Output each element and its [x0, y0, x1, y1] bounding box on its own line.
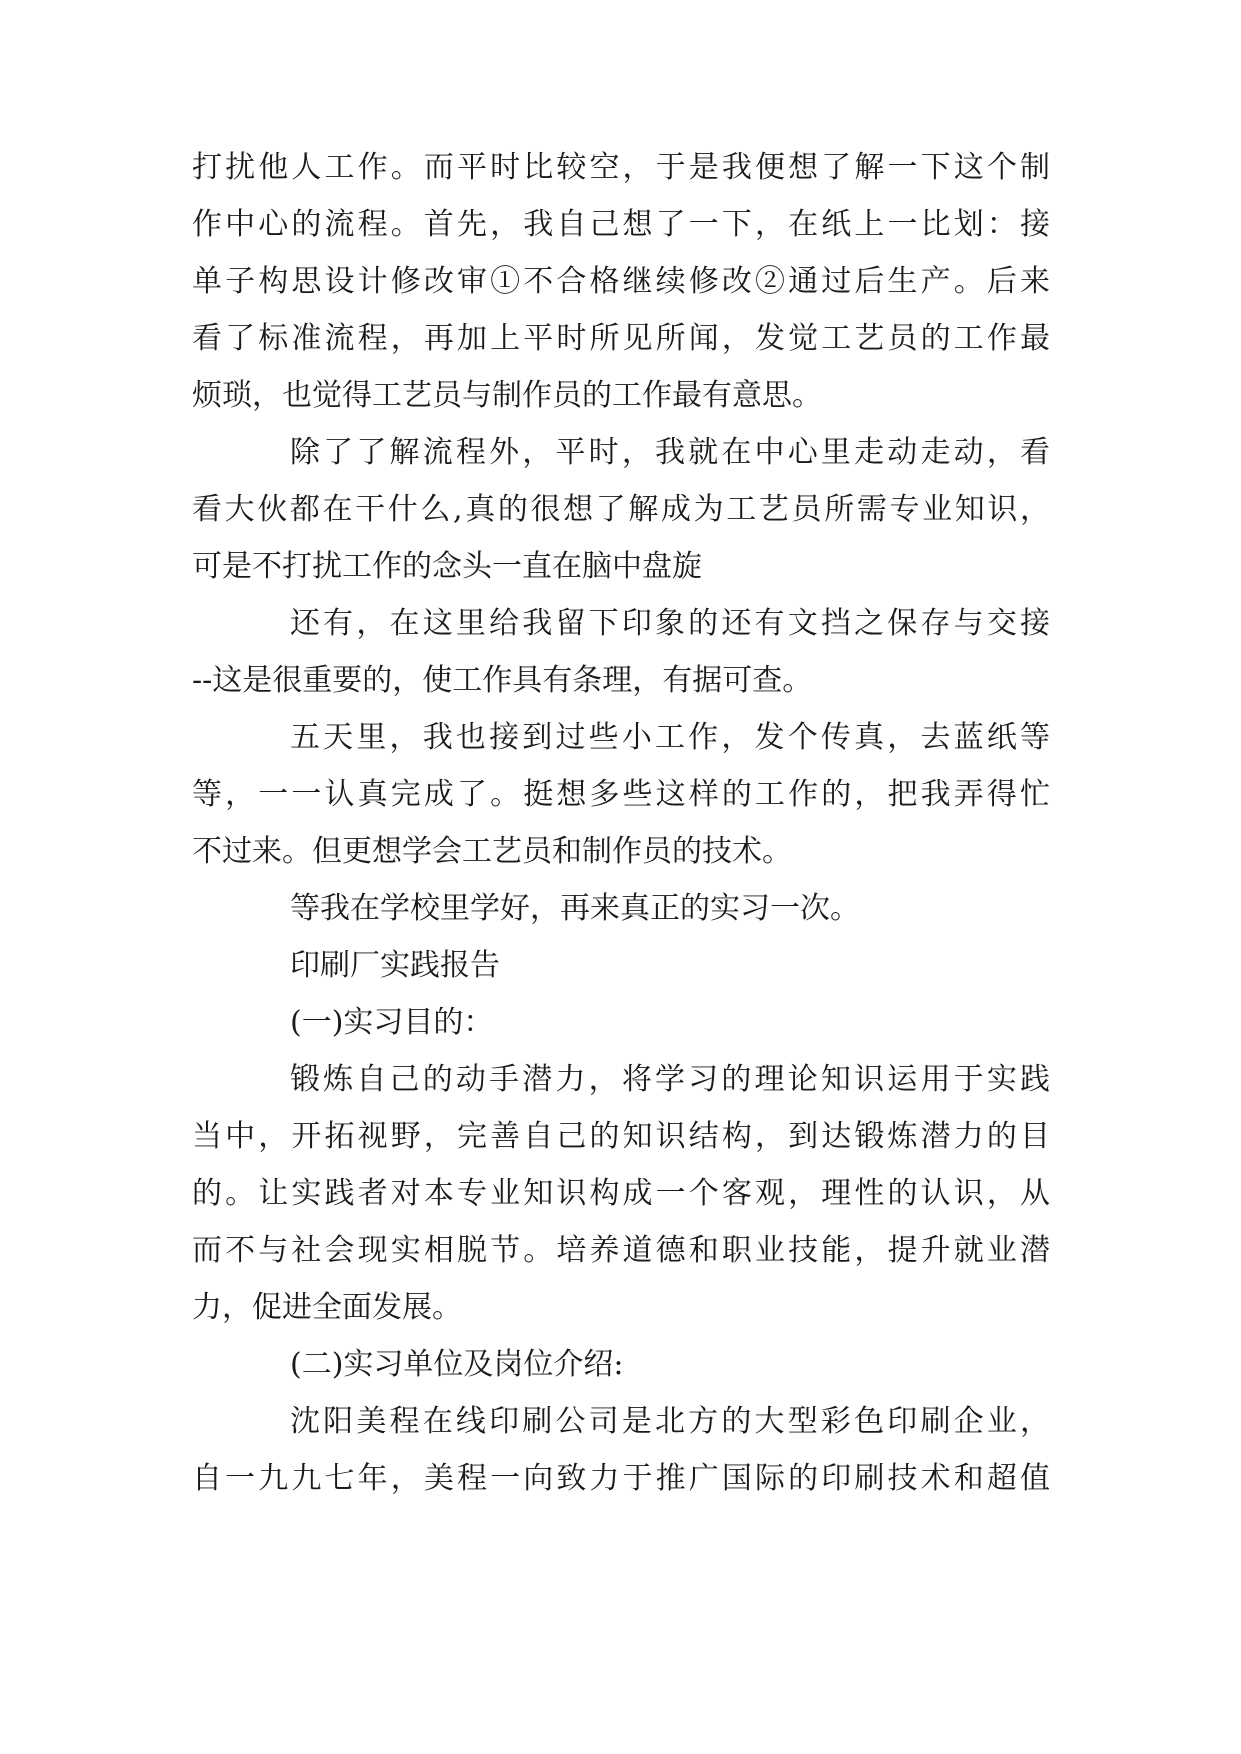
- text-line: 不过来。但更想学会工艺员和制作员的技术。: [192, 834, 792, 869]
- paragraph-first-line: 还有，在这里给我留下印象的还有文挡之保存与交接: [290, 606, 1050, 641]
- text-line: 看大伙都在干什么,真的很想了解成为工艺员所需专业知识，: [192, 492, 1050, 527]
- text-line: 单子构思设计修改审①不合格继续修改②通过后生产。后来: [192, 264, 1050, 299]
- subsection-heading: (二)实习单位及岗位介绍:: [290, 1347, 624, 1382]
- text-line: 烦琐，也觉得工艺员与制作员的工作最有意思。: [192, 378, 822, 413]
- paragraph-first-line: 五天里，我也接到过些小工作，发个传真，去蓝纸等: [290, 720, 1050, 755]
- subsection-heading: (一)实习目的：: [290, 1005, 494, 1040]
- text-line: --这是很重要的，使工作具有条理，有据可查。: [192, 663, 813, 698]
- text-line: 当中，开拓视野，完善自己的知识结构，到达锻炼潜力的目: [192, 1119, 1050, 1154]
- text-line: 可是不打扰工作的念头一直在脑中盘旋: [192, 549, 702, 584]
- paragraph-first-line: 锻炼自己的动手潜力，将学习的理论知识运用于实践: [290, 1062, 1050, 1097]
- text-line: 而不与社会现实相脱节。培养道德和职业技能，提升就业潜: [192, 1233, 1050, 1268]
- paragraph-first-line: 沈阳美程在线印刷公司是北方的大型彩色印刷企业，: [290, 1404, 1050, 1439]
- paragraph-first-line: 等我在学校里学好，再来真正的实习一次。: [290, 891, 860, 926]
- text-line: 作中心的流程。首先，我自己想了一下，在纸上一比划：接: [192, 207, 1050, 242]
- paragraph-first-line: 除了了解流程外，平时，我就在中心里走动走动，看: [290, 435, 1050, 470]
- text-line: 打扰他人工作。而平时比较空，于是我便想了解一下这个制: [192, 150, 1050, 185]
- text-line: 自一九九七年，美程一向致力于推广国际的印刷技术和超值: [192, 1461, 1050, 1496]
- section-heading: 印刷厂实践报告: [290, 948, 500, 983]
- text-line: 等，一一认真完成了。挺想多些这样的工作的，把我弄得忙: [192, 777, 1050, 812]
- text-line: 力，促进全面发展。: [192, 1290, 462, 1325]
- text-line: 的。让实践者对本专业知识构成一个客观，理性的认识，从: [192, 1176, 1050, 1211]
- text-line: 看了标准流程，再加上平时所见所闻，发觉工艺员的工作最: [192, 321, 1050, 356]
